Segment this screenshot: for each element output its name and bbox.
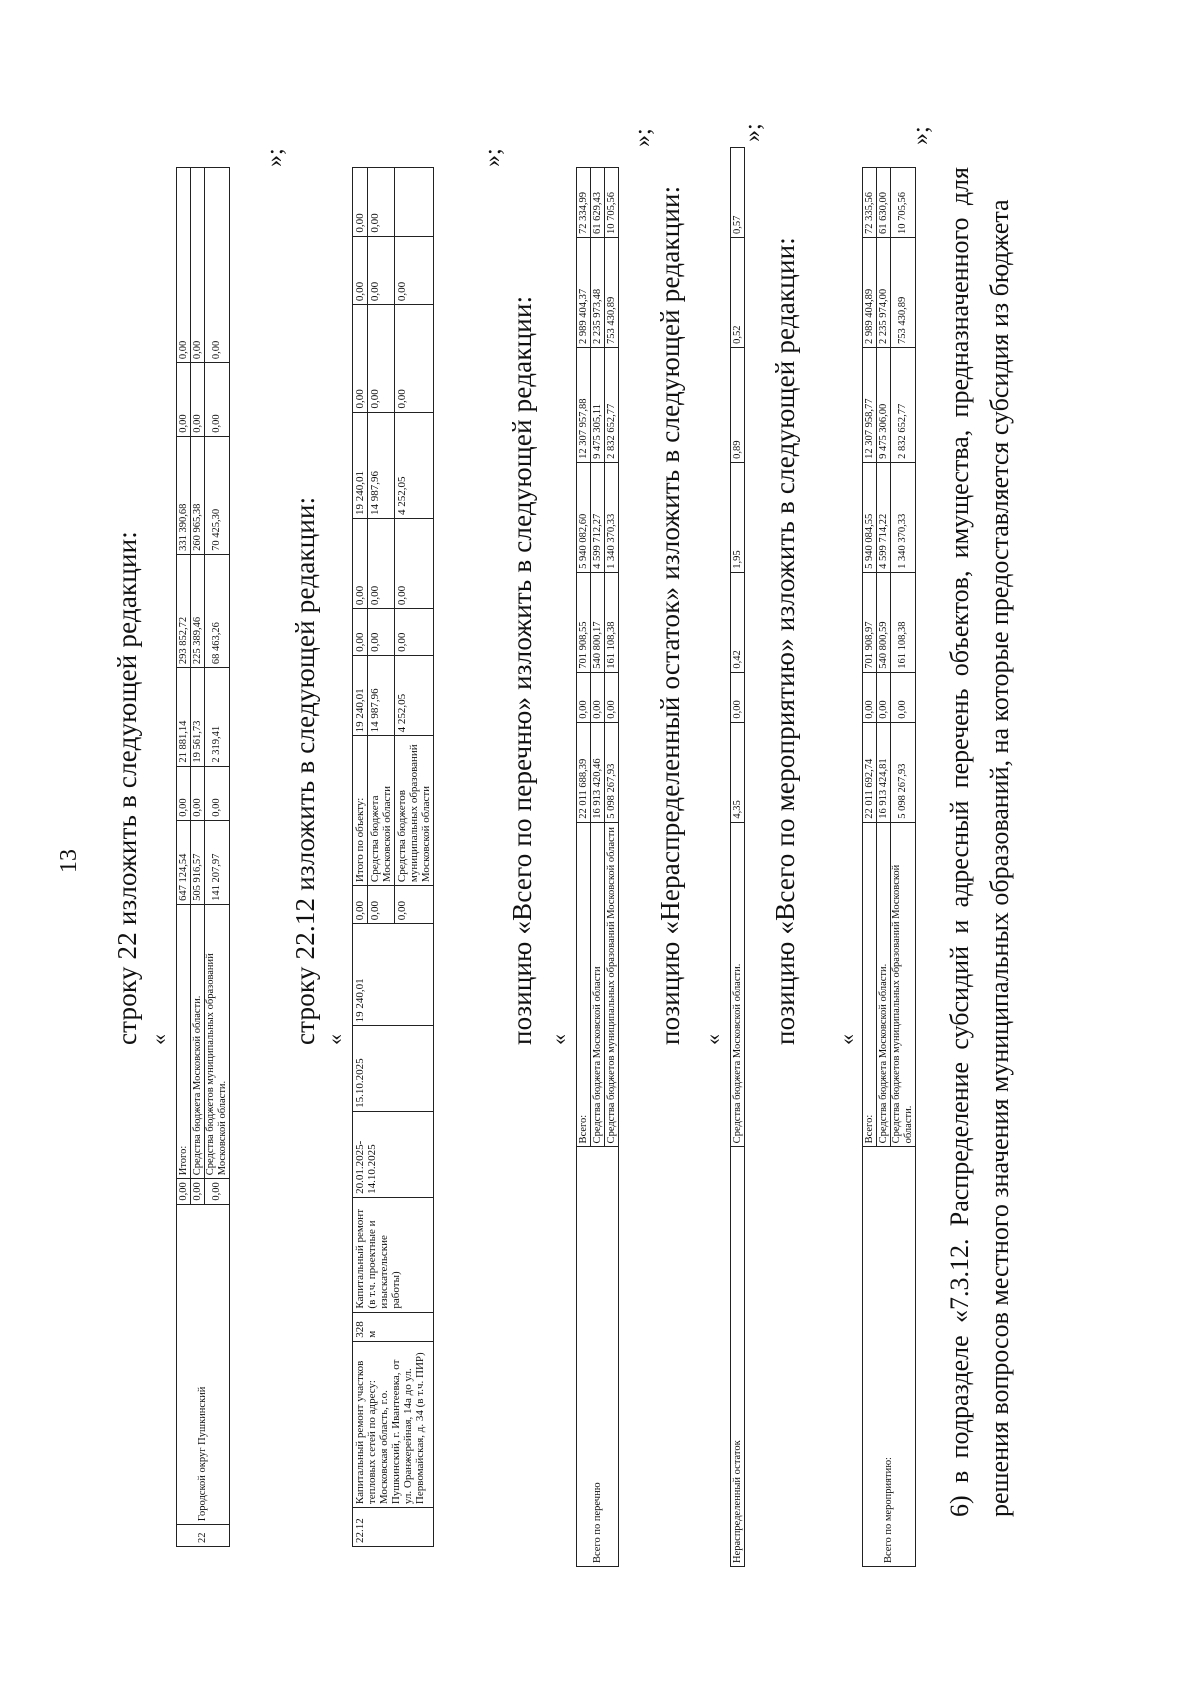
cell: 0,00 [368, 886, 395, 924]
cell: 2 832 652,77 [891, 347, 916, 462]
cell: 0,00 [395, 609, 434, 656]
cell: 647 124,54 [177, 820, 191, 904]
cell: 2 235 973,48 [591, 238, 605, 348]
cell: 0,00 [731, 672, 745, 722]
cell: 331 390,68 [177, 436, 191, 554]
cell: 19 240,01 [353, 412, 368, 518]
close-quote: »; [630, 128, 656, 147]
cell: 225 389,46 [191, 554, 205, 667]
cell: 16 913 420,46 [591, 722, 605, 822]
heading-row-22: строку 22 изложить в следующей редакции: [112, 530, 142, 1045]
cell: 161 108,38 [605, 572, 619, 672]
cell: 16 913 424,81 [877, 722, 891, 822]
heading-event-total: позицию «Всего по мероприятию» изложить в следующей редакции: [770, 237, 800, 1045]
cell-label: Средства бюджетов муниципальных образований Московской области. [205, 904, 230, 1178]
work-type: Капитальный ремонт (в т.ч. проектные и изыскательские работы) [353, 1197, 434, 1312]
open-quote: « [322, 1034, 347, 1045]
cell: 9 475 305,11 [591, 347, 605, 462]
cell: 21 881,14 [177, 668, 191, 767]
cell: 2 235 974,00 [877, 238, 891, 348]
position-name: Нераспределенный остаток [731, 1147, 745, 1567]
cell [395, 168, 434, 237]
cell: 4 599 714,22 [877, 462, 891, 572]
cell: 2 989 404,89 [863, 238, 877, 348]
cell: 0,00 [353, 236, 368, 304]
cell: 0,00 [863, 672, 877, 722]
cell: 72 335,56 [863, 168, 877, 238]
cell: 0,00 [205, 1179, 230, 1204]
paragraph-6: 6) в подразделе «7.3.12. Распределение субсидий и адресный перечень объектов, имущества, предназначенного для решения вопросов местного значения муниципальных образований, на которые предоставляется субсидия из бюджета [945, 167, 1014, 1517]
heading-unallocated: позицию «Нераспределенный остаток» изложить в следующей редакции: [655, 185, 685, 1045]
close-quote: »; [740, 123, 766, 142]
cell: 12 307 958,77 [863, 347, 877, 462]
cell: 12 307 957,88 [577, 347, 591, 462]
cell: 0,00 [395, 886, 434, 924]
cell: 0,00 [395, 305, 434, 412]
table-row [177, 168, 191, 1547]
cell: 19 561,73 [191, 668, 205, 767]
cell: 0,00 [877, 672, 891, 722]
cell: 0,00 [591, 672, 605, 722]
cell: 540 800,17 [591, 572, 605, 672]
cell: 5 940 082,60 [577, 462, 591, 572]
cell: 4 252,05 [395, 412, 434, 518]
row-number: 22.12 [353, 1508, 434, 1547]
cell-label: Средства бюджетов муниципальных образований Московской области [605, 822, 619, 1147]
cell: 70 425,30 [205, 436, 230, 554]
cell: 14 987,96 [368, 655, 395, 735]
cell: 0,00 [368, 518, 395, 608]
close-quote: »; [480, 148, 506, 167]
cell: 72 334,99 [577, 168, 591, 238]
cell-label: Средства бюджета Московской области. [877, 822, 891, 1147]
cell: 4,35 [731, 722, 745, 822]
cell: 505 916,57 [191, 820, 205, 904]
cell: 2 319,41 [205, 668, 230, 767]
cell: 161 108,38 [891, 572, 916, 672]
cell: 19 240,01 [353, 655, 368, 735]
cell: 0,00 [395, 518, 434, 608]
cell: 61 629,43 [591, 168, 605, 238]
cell: 293 852,72 [177, 554, 191, 667]
cell: 2 989 404,37 [577, 238, 591, 348]
cell-label: Средства бюджета Московской области [368, 736, 395, 886]
cell: 1 340 370,33 [891, 462, 916, 572]
cell: 4 599 712,27 [591, 462, 605, 572]
heading-list-total: позицию «Всего по перечню» изложить в следующей редакции: [507, 295, 537, 1045]
cell: 5 940 084,55 [863, 462, 877, 572]
cell: 0,00 [191, 363, 205, 437]
cell: 0,00 [205, 766, 230, 820]
cell: 0,57 [731, 148, 745, 238]
cell: 4 252,05 [395, 655, 434, 735]
open-quote: « [700, 1034, 725, 1045]
cell: 9 475 306,00 [877, 347, 891, 462]
cell: 0,00 [177, 168, 191, 363]
cell-label: Средства бюджета Московской области [591, 822, 605, 1147]
cell: 0,00 [891, 672, 916, 722]
cell: 0,00 [353, 518, 368, 608]
cell: 0,00 [353, 886, 368, 924]
cell: 0,42 [731, 572, 745, 672]
cell-label: Средства бюджетов муниципальных образований Московской области [395, 736, 434, 886]
position-name: Всего по перечню [577, 1147, 619, 1567]
cell: 0,00 [177, 1179, 191, 1204]
cell-label: Итого по объекту: [353, 736, 368, 886]
table-row [353, 168, 368, 1547]
cell: 540 800,59 [877, 572, 891, 672]
cell: 0,00 [577, 672, 591, 722]
close-quote: »; [262, 148, 288, 167]
cell: 2 832 652,77 [605, 347, 619, 462]
cell: 0,00 [205, 168, 230, 363]
heading-row-22-12: строку 22.12 изложить в следующей редакции: [290, 496, 320, 1045]
work-period: 20.01.2025-14.10.2025 [353, 1111, 434, 1197]
cell: 701 908,55 [577, 572, 591, 672]
row-number: 22 [177, 1525, 230, 1547]
cell: 260 965,38 [191, 436, 205, 554]
cell-label: Всего: [577, 822, 591, 1147]
capacity: 328 м [353, 1312, 434, 1341]
cell: 5 098 267,93 [891, 722, 916, 822]
cell: 0,00 [205, 363, 230, 437]
cell: 68 463,26 [205, 554, 230, 667]
municipality-name: Городской округ Пушкинский [177, 1204, 230, 1525]
cell: 0,00 [191, 168, 205, 363]
cell: 22 011 688,39 [577, 722, 591, 822]
table-row [731, 148, 745, 1567]
table-row [863, 168, 877, 1567]
cell: 0,52 [731, 238, 745, 348]
table-list-total [576, 167, 619, 1567]
cell: 0,00 [177, 363, 191, 437]
cell: 0,00 [191, 766, 205, 820]
cell: 5 098 267,93 [605, 722, 619, 822]
cell: 0,00 [353, 305, 368, 412]
commissioning-date: 15.10.2025 [353, 1026, 434, 1112]
cell: 1,95 [731, 462, 745, 572]
cell: 0,00 [177, 766, 191, 820]
cell: 0,00 [191, 1179, 205, 1204]
open-quote: « [546, 1034, 571, 1045]
cell-label: Всего: [863, 822, 877, 1147]
cell-label: Средства бюджета Московской области. [191, 904, 205, 1178]
cell: 10 705,56 [891, 168, 916, 238]
table-row [577, 168, 591, 1567]
cell: 0,89 [731, 347, 745, 462]
cell: 0,00 [368, 609, 395, 656]
cell: 0,00 [353, 168, 368, 237]
table-event-total [862, 167, 916, 1567]
table-unallocated [730, 147, 745, 1567]
cell: 14 987,96 [368, 412, 395, 518]
object-cost: 19 240,01 [353, 924, 434, 1026]
cell: 753 430,89 [891, 238, 916, 348]
cell: 0,00 [368, 305, 395, 412]
cell-label: Средства бюджета Московской области. [731, 822, 745, 1147]
table-row-22 [176, 167, 230, 1547]
open-quote: « [834, 1034, 859, 1045]
cell: 0,00 [368, 236, 395, 304]
object-name: Капитальный ремонт участков тепловых сетей по адресу: Московская область, г.о. Пушкинский, г. Ивантеевка, от ул. Оранжерейная, 14а до ул. Первомайская, д. 34 (в т.ч. ПИР) [353, 1341, 434, 1507]
cell-label: Средства бюджетов муниципальных образований Московской области. [891, 822, 916, 1147]
cell-label: Итого: [177, 904, 191, 1178]
cell: 0,00 [605, 672, 619, 722]
cell: 22 011 692,74 [863, 722, 877, 822]
position-name: Всего по мероприятию: [863, 1147, 916, 1567]
cell: 61 630,00 [877, 168, 891, 238]
cell: 141 207,97 [205, 820, 230, 904]
close-quote: »; [908, 126, 934, 145]
open-quote: « [146, 1034, 171, 1045]
page-number: 13 [56, 849, 82, 873]
cell: 0,00 [353, 609, 368, 656]
cell: 1 340 370,33 [605, 462, 619, 572]
cell: 701 908,97 [863, 572, 877, 672]
cell: 0,00 [395, 236, 434, 304]
table-row-22-12 [352, 167, 434, 1547]
cell: 753 430,89 [605, 238, 619, 348]
cell: 0,00 [368, 168, 395, 237]
cell: 10 705,56 [605, 168, 619, 238]
